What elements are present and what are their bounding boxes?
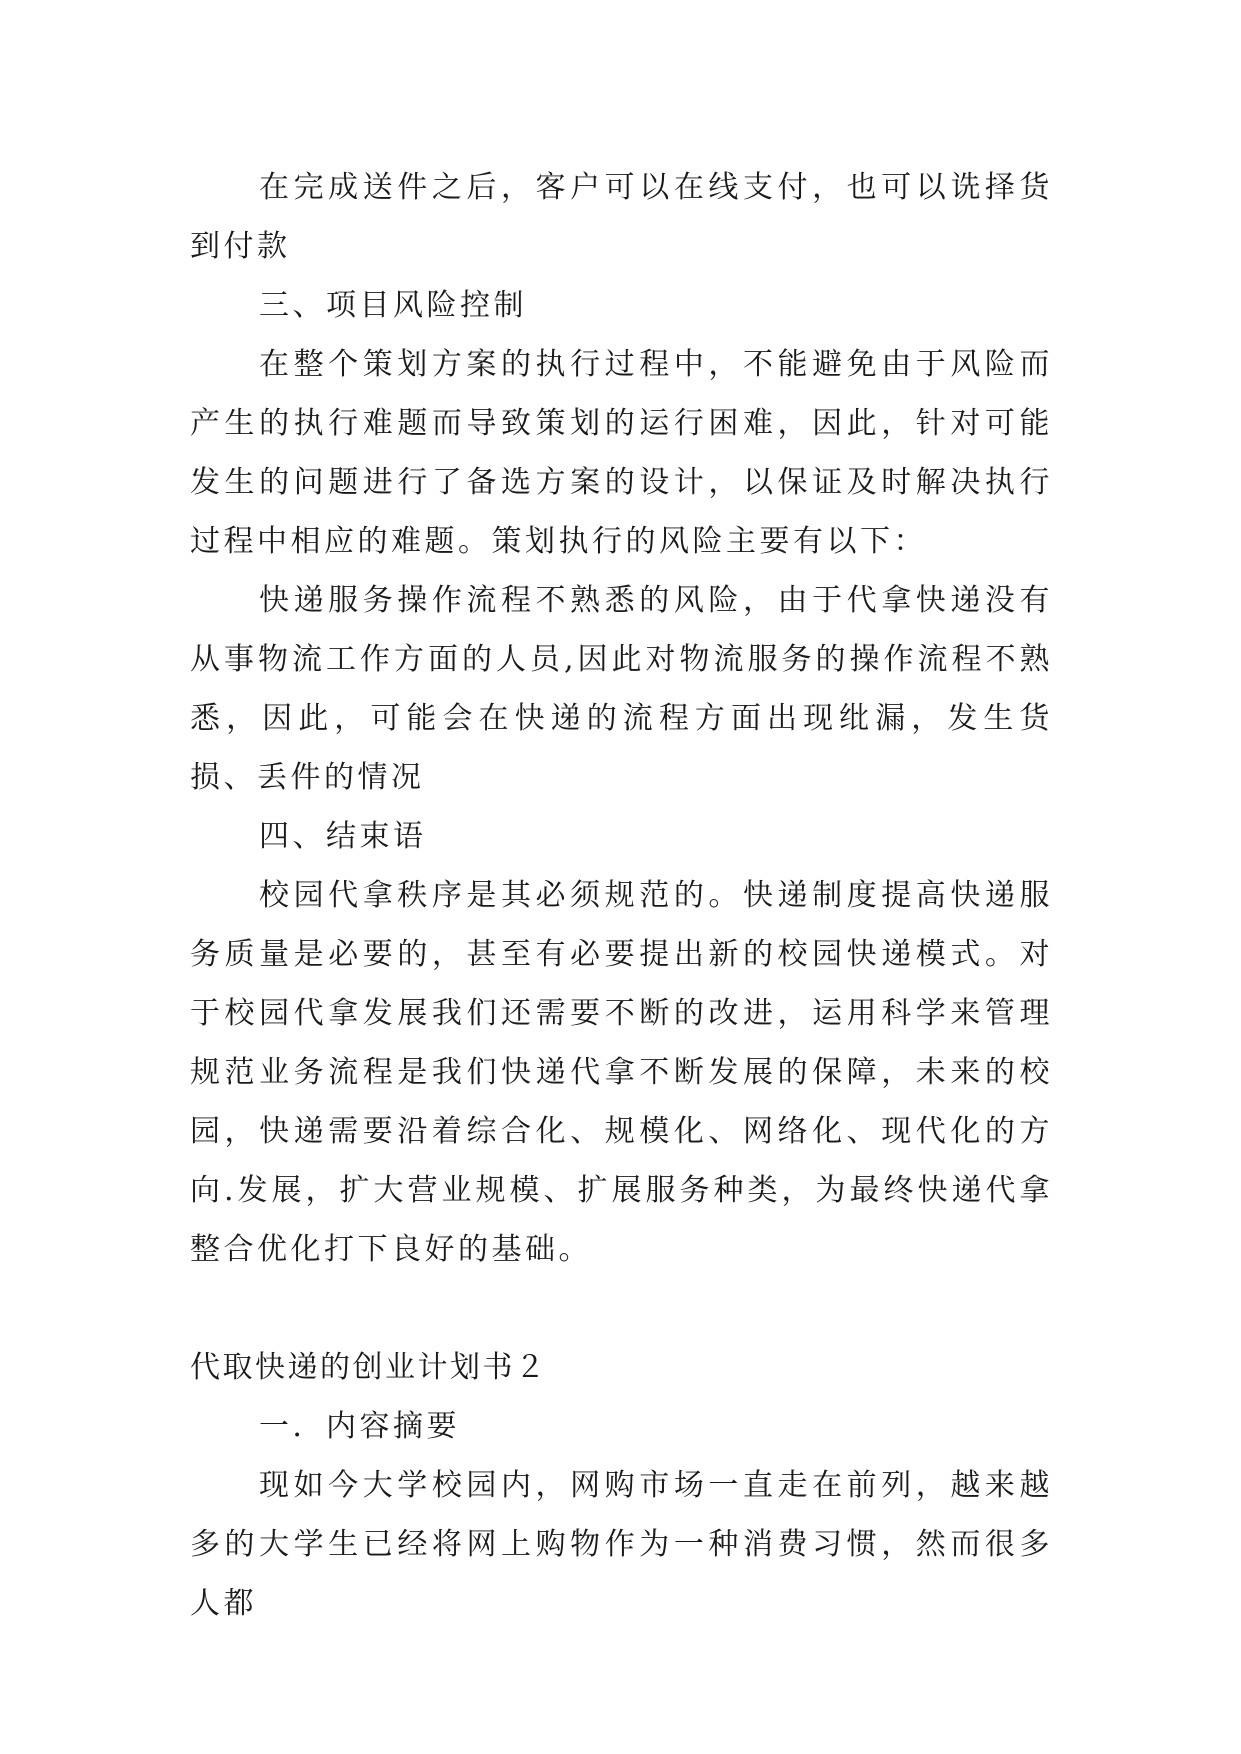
section-heading-conclusion: 四、结束语: [259, 819, 427, 854]
document-title: 代取快递的创业计划书２: [190, 1350, 548, 1385]
section-heading-risk-control: 三、项目风险控制: [259, 288, 527, 323]
paragraph-risk-process: 快递服务操作流程不熟悉的风险，由于代拿快递没有从事物流工作方面的人员,因此对物流服务的操作流程不熟悉，因此，可能会在快递的流程方面出现纰漏，发生货损、丢件的情况: [190, 583, 1053, 795]
paragraph-payment: 在完成送件之后，客户可以在线支付，也可以诜择货到付款: [190, 170, 1053, 264]
section-heading-summary: 一．内容摘要: [259, 1409, 460, 1444]
document-body: [190, 158, 1053, 1633]
paragraph-summary: 现如今大学校园内，网购市场一直走在前列，越来越多的大学生已经将网上购物作为一种消费习惯，然而很多人都: [190, 1468, 1053, 1621]
paragraph-risk-intro: 在整个策划方案的执行过程中，不能避免由于风险而产生的执行难题而导致策划的运行困难，因此，针对可能发生的问题进行了备选方案的设计，以保证及时解决执行过程中相应的难题。策划执行的风险主要有以下：: [190, 347, 1053, 559]
paragraph-conclusion: 校园代拿秩序是其必须规范的。快递制度提高快递服务质量是必要的，甚至有必要提出新的校园快递模式。对于校园代拿发展我们还需要不断的改进，运用科学来管理规范业务流程是我们快递代拿不断发展的保障，未来的校园，快递需要沿着综合化、规模化、网络化、现代化的方向.发展，扩大营业规模、扩展服务种类，为最终快递代拿整合优化打下良好的基础。: [190, 878, 1053, 1267]
